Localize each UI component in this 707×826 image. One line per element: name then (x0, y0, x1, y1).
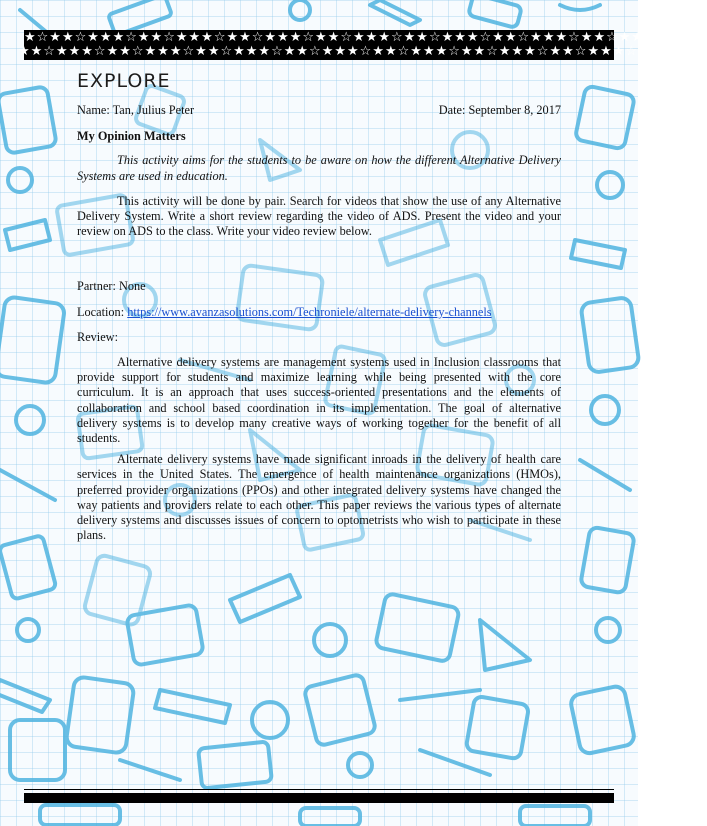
activity-instructions: This activity will be done by pair. Search for videos that show the use of any Alternative Delivery System. Write a short review regarding the video of ADS. Present the video and your review on ADS to the class. Write your video review below. (77, 193, 561, 239)
bottom-border (24, 793, 614, 803)
review-paragraph-2: Alternate delivery systems have made significant inroads in the delivery of health care services in the United States. The emergence of health maintenance organizations (HMOs), preferred provider organizations (PPOs) and other integrated delivery systems have changed the way patients and providers relate to each other. This paper reviews the various types of alternate delivery systems and discusses issues of concern to optometrists who wish to participate in these plans. (77, 452, 561, 543)
location-line (77, 305, 561, 320)
top-star-border (18, 30, 707, 60)
partner-line: Partner: None (77, 279, 146, 294)
activity-objective: This activity aims for the students to be aware on how the different Alternative Delivery Systems are used in education. (77, 153, 561, 183)
location-link[interactable]: https://www.avanzasolutions.com/Techroniele/alternate-delivery-channels (127, 304, 492, 319)
review-paragraph-1: Alternative delivery systems are management systems used in Inclusion classrooms that provide support for students and maximize learning while being presented with the core curriculum. It is an approach that uses success-oriented presentations and the elements of collaboration and school based coordination in its implementation. The goal of alternative delivery systems is to develop many creative ways of working together for the benefit of all students. (77, 355, 561, 446)
explore-heading: EXPLORE (77, 70, 171, 92)
location-label: Location: (77, 304, 128, 319)
name-date-row (77, 103, 561, 119)
student-name: Name: Tan, Julius Peter (77, 103, 195, 118)
spacer (77, 239, 561, 279)
date-field: Date: September 8, 2017 (438, 103, 561, 118)
worksheet-content (77, 70, 561, 549)
bottom-border-line (24, 789, 614, 790)
star-pattern-row: ★☆★★☆★★★☆★★☆★★★☆★★☆★★★☆★★☆★★★☆★★☆★★★☆★★☆★★★☆★★☆★★★☆★★☆ (24, 30, 707, 45)
star-pattern-row: ★★☆★★★☆★★☆★★★☆★★☆★★★☆★★☆★★★☆★★☆★★★☆★★☆★★★☆★★☆★★★☆★★☆★★ (18, 44, 702, 59)
activity-title: My Opinion Matters (77, 129, 186, 144)
review-label: Review: (77, 329, 118, 344)
